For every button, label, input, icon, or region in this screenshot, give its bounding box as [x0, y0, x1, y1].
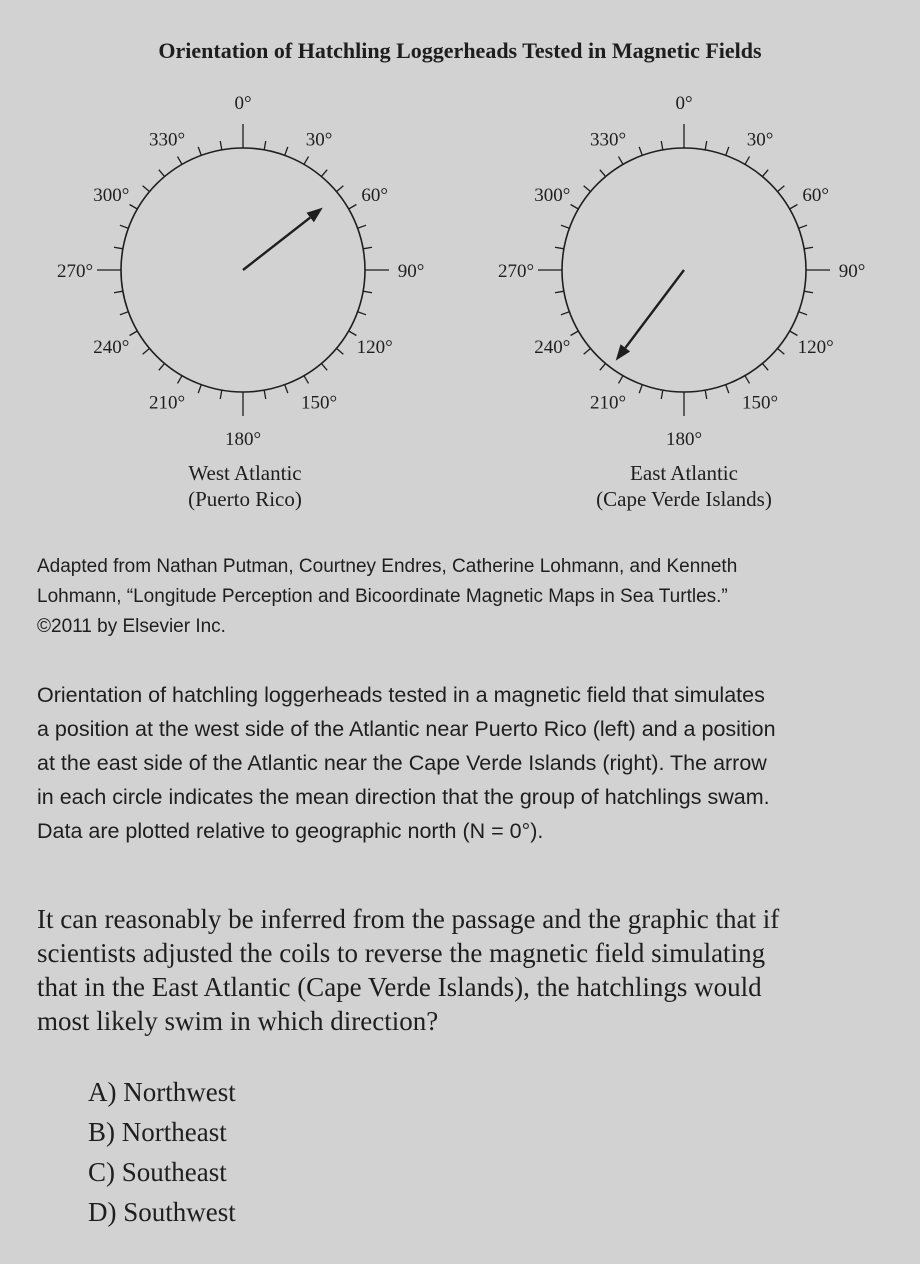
minor-tick	[661, 390, 663, 399]
degree-label: 300°	[534, 185, 571, 206]
question-line: It can reasonably be inferred from the passage and the graphic that if	[37, 904, 780, 934]
minor-tick	[762, 170, 768, 177]
degree-label: 180°	[224, 429, 262, 450]
degree-label: 0°	[234, 93, 252, 114]
degree-label: 330°	[589, 129, 627, 151]
compass-figure	[0, 0, 920, 450]
degree-label: 150°	[741, 392, 779, 414]
minor-tick	[143, 186, 150, 192]
minor-tick	[762, 363, 768, 370]
minor-tick	[304, 376, 309, 384]
choice-letter: C)	[88, 1157, 115, 1187]
source-line: Lohmann, “Longitude Perception and Bicoordinate Magnetic Maps in Sea Turtles.”	[37, 586, 728, 607]
degree-label: 30°	[305, 129, 333, 151]
minor-tick	[363, 247, 372, 249]
degree-label: 330°	[148, 129, 186, 151]
minor-tick	[178, 376, 183, 384]
minor-tick	[561, 225, 569, 228]
minor-tick	[600, 170, 606, 177]
minor-tick	[639, 385, 642, 393]
mean-direction-arrow	[625, 270, 684, 348]
choice-d[interactable]	[88, 1192, 236, 1232]
degree-label: 60°	[802, 185, 829, 206]
minor-tick	[571, 331, 579, 336]
minor-tick	[159, 363, 165, 370]
degree-label: 120°	[797, 337, 834, 358]
degree-label: 60°	[361, 185, 388, 206]
minor-tick	[220, 141, 222, 150]
description-line: Orientation of hatchling loggerheads tested in a magnetic field that simulates	[37, 683, 765, 707]
question-line: scientists adjusted the coils to reverse the magnetic field simulating	[37, 938, 766, 968]
minor-tick	[705, 141, 707, 150]
arrow-head	[616, 344, 630, 360]
degree-label: 210°	[589, 392, 627, 414]
minor-tick	[220, 390, 222, 399]
minor-tick	[600, 363, 606, 370]
degree-label: 240°	[93, 337, 130, 358]
minor-tick	[661, 141, 663, 150]
minor-tick	[358, 312, 366, 315]
minor-tick	[285, 147, 288, 155]
degree-label: 120°	[356, 337, 393, 358]
degree-label: 210°	[148, 392, 186, 414]
minor-tick	[705, 390, 707, 399]
minor-tick	[639, 147, 642, 155]
minor-tick	[336, 186, 343, 192]
choice-b[interactable]	[88, 1112, 236, 1152]
choice-text: Southwest	[123, 1197, 236, 1227]
figure-title: Orientation of Hatchling Loggerheads Tested in Magnetic Fields	[158, 38, 762, 63]
description-line: a position at the west side of the Atlantic near Puerto Rico (left) and a position	[37, 717, 776, 741]
degree-label: 270°	[497, 261, 535, 282]
minor-tick	[304, 157, 309, 165]
degree-label: 300°	[93, 185, 130, 206]
minor-tick	[349, 331, 357, 336]
choice-text: Southeast	[121, 1157, 227, 1187]
minor-tick	[120, 225, 128, 228]
degree-label: 180°	[665, 429, 703, 450]
choice-letter: D)	[88, 1197, 117, 1227]
figure-description	[37, 678, 887, 848]
minor-tick	[143, 348, 150, 354]
minor-tick	[130, 205, 138, 210]
arrow-head	[306, 208, 322, 223]
degree-label: 90°	[838, 261, 866, 282]
minor-tick	[120, 312, 128, 315]
minor-tick	[790, 205, 798, 210]
minor-tick	[745, 157, 750, 165]
minor-tick	[777, 186, 784, 192]
choice-letter: A)	[88, 1077, 117, 1107]
minor-tick	[114, 247, 123, 249]
source-citation	[37, 552, 887, 642]
minor-tick	[198, 147, 201, 155]
minor-tick	[799, 225, 807, 228]
minor-tick	[555, 247, 564, 249]
minor-tick	[336, 348, 343, 354]
choice-a[interactable]	[88, 1072, 236, 1112]
minor-tick	[159, 170, 165, 177]
minor-tick	[349, 205, 357, 210]
minor-tick	[777, 348, 784, 354]
minor-tick	[799, 312, 807, 315]
minor-tick	[745, 376, 750, 384]
description-line: at the east side of the Atlantic near the Cape Verde Islands (right). The arrow	[37, 751, 767, 775]
degree-label: 90°	[397, 261, 425, 282]
question-line: that in the East Atlantic (Cape Verde Islands), the hatchlings would	[37, 972, 762, 1002]
answer-choices	[88, 1072, 236, 1232]
degree-label: 150°	[300, 392, 338, 414]
minor-tick	[130, 331, 138, 336]
minor-tick	[571, 205, 579, 210]
choice-c[interactable]	[88, 1152, 236, 1192]
minor-tick	[584, 186, 591, 192]
minor-tick	[619, 157, 624, 165]
question-text	[37, 902, 877, 1038]
caption-line: West Atlantic	[188, 461, 302, 485]
minor-tick	[358, 225, 366, 228]
minor-tick	[321, 363, 327, 370]
minor-tick	[804, 247, 813, 249]
degree-label: 240°	[534, 337, 571, 358]
minor-tick	[584, 348, 591, 354]
east-atlantic-caption	[534, 460, 834, 512]
minor-tick	[114, 291, 123, 293]
source-line: Adapted from Nathan Putman, Courtney Endres, Catherine Lohmann, and Kenneth	[37, 556, 738, 577]
minor-tick	[619, 376, 624, 384]
choice-text: Northwest	[123, 1077, 236, 1107]
minor-tick	[726, 147, 729, 155]
minor-tick	[363, 291, 372, 293]
description-line: Data are plotted relative to geographic north (N = 0°).	[37, 819, 544, 843]
minor-tick	[790, 331, 798, 336]
caption-line: (Cape Verde Islands)	[596, 487, 772, 511]
minor-tick	[264, 141, 266, 150]
minor-tick	[321, 170, 327, 177]
caption-line: (Puerto Rico)	[188, 487, 302, 511]
minor-tick	[198, 385, 201, 393]
minor-tick	[555, 291, 564, 293]
degree-label: 30°	[746, 129, 774, 151]
choice-letter: B)	[88, 1117, 115, 1147]
minor-tick	[726, 385, 729, 393]
minor-tick	[264, 390, 266, 399]
degree-label: 0°	[675, 93, 693, 114]
mean-direction-arrow	[243, 218, 310, 270]
minor-tick	[178, 157, 183, 165]
question-line: most likely swim in which direction?	[37, 1006, 439, 1036]
source-line: ©2011 by Elsevier Inc.	[37, 616, 226, 637]
west-atlantic-caption	[95, 460, 395, 512]
degree-label: 270°	[56, 261, 94, 282]
minor-tick	[285, 385, 288, 393]
minor-tick	[561, 312, 569, 315]
minor-tick	[804, 291, 813, 293]
description-line: in each circle indicates the mean direction that the group of hatchlings swam.	[37, 785, 770, 809]
caption-line: East Atlantic	[630, 461, 738, 485]
choice-text: Northeast	[121, 1117, 227, 1147]
